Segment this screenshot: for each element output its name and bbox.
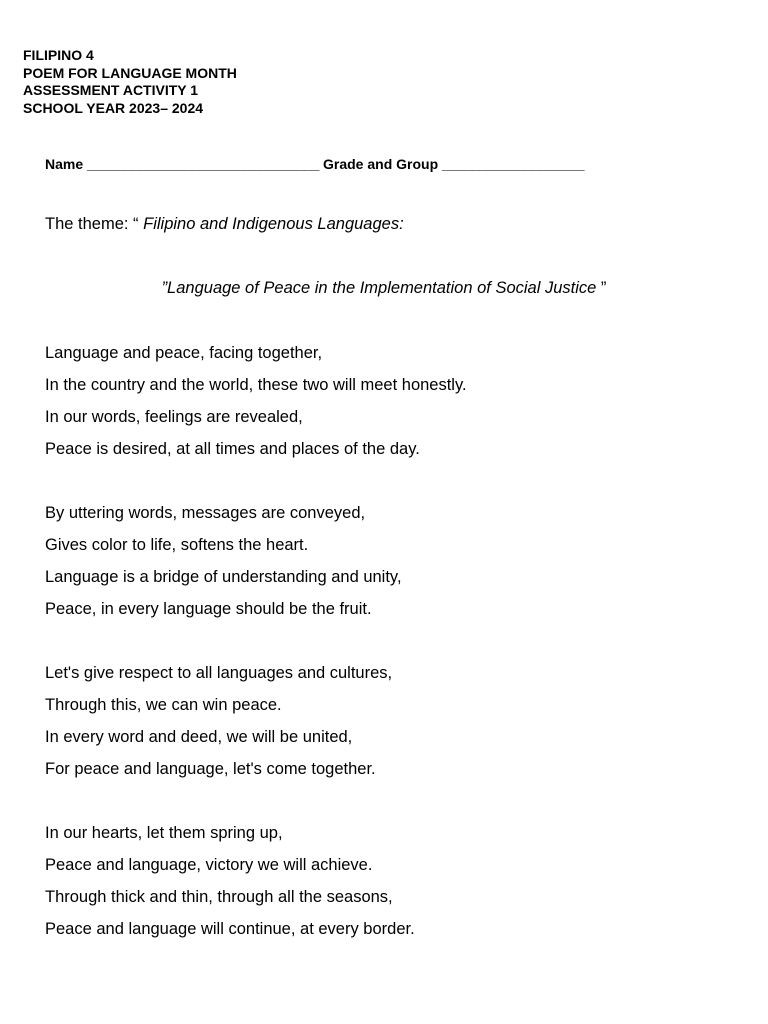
poem-line: In our hearts, let them spring up, [45,824,283,842]
name-blank: _______________________________ [87,156,320,172]
header-school-year: SCHOOL YEAR 2023– 2024 [23,99,204,116]
poem-stanza-1 [45,343,467,471]
poem-line: Peace and language, victory we will achieve. [45,856,373,874]
theme-title-close-quote: ” [596,279,607,297]
student-info-fields [45,156,584,172]
poem-line: In our words, feelings are revealed, [45,408,303,426]
theme-title [0,279,768,298]
poem-line: In every word and deed, we will be united, [45,728,353,746]
poem-line: Language and peace, facing together, [45,344,323,362]
poem [45,343,467,983]
theme-subtitle: Filipino and Indigenous Languages: [143,215,404,233]
poem-stanza-3 [45,663,467,791]
theme-line [45,215,404,234]
poem-line: For peace and language, let's come together. [45,760,376,778]
poem-line: Let's give respect to all languages and cultures, [45,664,393,682]
poem-line: By uttering words, messages are conveyed, [45,504,366,522]
document-header [23,47,237,117]
poem-line: Language is a bridge of understanding and unity, [45,568,402,586]
poem-line: In the country and the world, these two will meet honestly. [45,376,467,394]
name-label: Name [45,156,84,172]
poem-line: Gives color to life, softens the heart. [45,536,309,554]
poem-stanza-2 [45,503,467,631]
poem-line: Peace and language will continue, at every border. [45,920,415,938]
poem-stanza-4 [45,823,467,951]
grade-group-label: Grade and Group [323,156,439,172]
header-title: POEM FOR LANGUAGE MONTH [23,64,237,81]
poem-line: Through this, we can win peace. [45,696,282,714]
poem-line: Peace, in every language should be the fruit. [45,600,372,618]
theme-title-text: ”Language of Peace in the Implementation of Social Justice [161,279,597,297]
grade-group-blank: ___________________ [442,156,585,172]
poem-line: Through thick and thin, through all the seasons, [45,888,393,906]
poem-line: Peace is desired, at all times and places of the day. [45,440,420,458]
header-activity: ASSESSMENT ACTIVITY 1 [23,82,199,98]
header-subject: FILIPINO 4 [23,47,94,63]
theme-intro: The theme: “ [45,215,144,233]
